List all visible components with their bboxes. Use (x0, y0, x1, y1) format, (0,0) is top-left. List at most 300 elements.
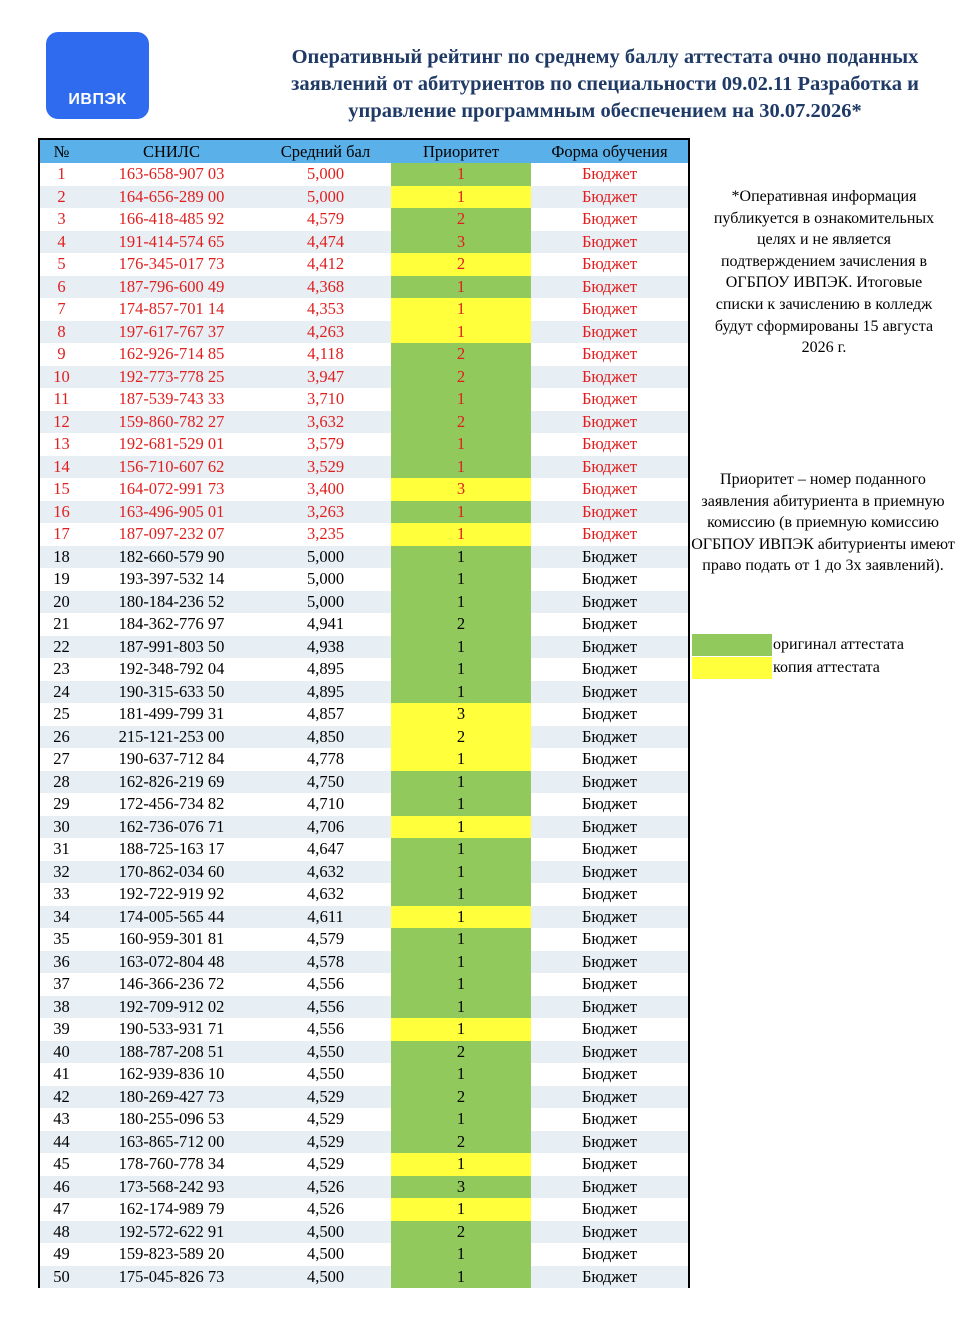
average-score-cell: 4,529 (306, 1154, 345, 1174)
priority-cell: 2 (391, 208, 531, 231)
average-score-cell: 4,857 (306, 704, 345, 724)
study-form-cell: Бюджет (581, 434, 638, 454)
average-score-cell: 4,578 (306, 951, 345, 971)
priority-cell: 2 (391, 1086, 531, 1109)
study-form-cell: Бюджет (581, 524, 638, 544)
table-row (40, 478, 688, 501)
row-number: 48 (53, 1221, 70, 1241)
table-row (40, 1243, 688, 1266)
table-row (40, 298, 688, 321)
snils-cell: 184-362-776 97 (118, 614, 225, 634)
study-form-cell: Бюджет (581, 546, 638, 566)
table-row (40, 343, 688, 366)
snils-cell: 187-097-232 07 (118, 524, 225, 544)
row-number: 46 (53, 1176, 70, 1196)
table-row (40, 501, 688, 524)
average-score-cell: 4,526 (306, 1176, 345, 1196)
average-score-cell: 3,529 (306, 456, 345, 476)
average-score-cell: 4,353 (306, 299, 345, 319)
average-score-cell: 3,579 (306, 434, 345, 454)
priority-cell: 3 (391, 478, 531, 501)
snils-cell: 172-456-734 82 (118, 794, 225, 814)
row-number: 8 (57, 321, 66, 341)
header-study-form: Форма обучения (551, 141, 668, 161)
table-row (40, 748, 688, 771)
snils-cell: 182-660-579 90 (118, 546, 225, 566)
table-row (40, 636, 688, 659)
average-score-cell: 4,611 (307, 906, 344, 926)
snils-cell: 162-939-836 10 (118, 1064, 225, 1084)
average-score-cell: 4,850 (306, 726, 345, 746)
priority-cell: 1 (391, 388, 531, 411)
row-number: 38 (53, 996, 70, 1016)
average-score-cell: 3,710 (306, 389, 345, 409)
table-row (40, 996, 688, 1019)
study-form-cell: Бюджет (581, 366, 638, 386)
table-row (40, 1041, 688, 1064)
study-form-cell: Бюджет (581, 1266, 638, 1286)
snils-cell: 187-539-743 33 (118, 389, 225, 409)
priority-cell: 1 (391, 1018, 531, 1041)
priority-cell: 2 (391, 411, 531, 434)
table-body (40, 163, 688, 1288)
study-form-cell: Бюджет (581, 726, 638, 746)
study-form-cell: Бюджет (581, 974, 638, 994)
average-score-cell: 4,710 (306, 794, 345, 814)
table-row (40, 883, 688, 906)
snils-cell: 174-857-701 14 (118, 299, 225, 319)
row-number: 29 (53, 794, 70, 814)
table-header (40, 140, 688, 163)
average-score-cell: 4,500 (306, 1221, 345, 1241)
average-score-cell: 4,579 (306, 209, 345, 229)
priority-cell: 1 (391, 951, 531, 974)
row-number: 6 (57, 276, 66, 296)
table-row (40, 928, 688, 951)
header-priority: Приоритет (422, 141, 500, 161)
average-score-cell: 4,579 (306, 929, 345, 949)
study-form-cell: Бюджет (581, 659, 638, 679)
table-row (40, 793, 688, 816)
priority-cell: 1 (391, 996, 531, 1019)
priority-cell: 1 (391, 771, 531, 794)
priority-cell: 1 (391, 523, 531, 546)
average-score-cell: 4,263 (306, 321, 345, 341)
row-number: 49 (53, 1244, 70, 1264)
snils-cell: 162-926-714 85 (118, 344, 225, 364)
priority-cell: 1 (391, 636, 531, 659)
average-score-cell: 3,400 (306, 479, 345, 499)
snils-cell: 163-072-804 48 (118, 951, 225, 971)
priority-cell: 1 (391, 816, 531, 839)
snils-cell: 162-826-219 69 (118, 771, 225, 791)
row-number: 31 (53, 839, 70, 859)
legend-swatch-original (692, 634, 772, 656)
priority-cell: 1 (391, 658, 531, 681)
average-score-cell: 4,412 (306, 254, 345, 274)
row-number: 14 (53, 456, 70, 476)
average-score-cell: 4,368 (306, 276, 345, 296)
snils-cell: 193-397-532 14 (118, 569, 225, 589)
average-score-cell: 4,778 (306, 749, 345, 769)
study-form-cell: Бюджет (581, 951, 638, 971)
row-number: 47 (53, 1199, 70, 1219)
average-score-cell: 4,529 (306, 1109, 345, 1129)
priority-cell: 2 (391, 726, 531, 749)
snils-cell: 190-315-633 50 (118, 681, 225, 701)
priority-cell: 1 (391, 973, 531, 996)
snils-cell: 192-709-912 02 (118, 996, 225, 1016)
legend-swatch-copy (692, 657, 772, 679)
study-form-cell: Бюджет (581, 479, 638, 499)
average-score-cell: 4,632 (306, 861, 345, 881)
table-row (40, 973, 688, 996)
study-form-cell: Бюджет (581, 254, 638, 274)
table-row (40, 1063, 688, 1086)
row-number: 24 (53, 681, 70, 701)
average-score-cell: 3,263 (306, 501, 345, 521)
study-form-cell: Бюджет (581, 906, 638, 926)
table-row (40, 681, 688, 704)
table-row (40, 771, 688, 794)
table-row (40, 906, 688, 929)
average-score-cell: 4,556 (306, 996, 345, 1016)
row-number: 22 (53, 636, 70, 656)
row-number: 36 (53, 951, 70, 971)
average-score-cell: 4,556 (306, 974, 345, 994)
snils-cell: 166-418-485 92 (118, 209, 225, 229)
priority-cell: 1 (391, 321, 531, 344)
priority-cell: 2 (391, 366, 531, 389)
priority-cell: 1 (391, 793, 531, 816)
study-form-cell: Бюджет (581, 1176, 638, 1196)
snils-cell: 188-787-208 51 (118, 1041, 225, 1061)
snils-cell: 178-760-778 34 (118, 1154, 225, 1174)
table-row (40, 388, 688, 411)
study-form-cell: Бюджет (581, 344, 638, 364)
study-form-cell: Бюджет (581, 929, 638, 949)
priority-cell: 1 (391, 546, 531, 569)
table-row (40, 613, 688, 636)
average-score-cell: 4,895 (306, 681, 345, 701)
row-number: 13 (53, 434, 70, 454)
study-form-cell: Бюджет (581, 1154, 638, 1174)
priority-cell: 1 (391, 433, 531, 456)
header-average-score: Средний бал (280, 141, 371, 161)
study-form-cell: Бюджет (581, 839, 638, 859)
priority-cell: 2 (391, 1221, 531, 1244)
priority-cell: 3 (391, 231, 531, 254)
average-score-cell: 4,556 (306, 1019, 345, 1039)
priority-cell: 1 (391, 1266, 531, 1289)
snils-cell: 187-991-803 50 (118, 636, 225, 656)
row-number: 40 (53, 1041, 70, 1061)
legend-label-original: оригинал аттестата (773, 636, 904, 653)
table-row (40, 1198, 688, 1221)
priority-cell: 1 (391, 186, 531, 209)
snils-cell: 180-269-427 73 (118, 1086, 225, 1106)
row-number: 2 (57, 186, 66, 206)
average-score-cell: 4,500 (306, 1244, 345, 1264)
study-form-cell: Бюджет (581, 186, 638, 206)
row-number: 5 (57, 254, 66, 274)
snils-cell: 190-533-931 71 (118, 1019, 225, 1039)
table-row (40, 1018, 688, 1041)
snils-cell: 192-773-778 25 (118, 366, 225, 386)
snils-cell: 192-681-529 01 (118, 434, 225, 454)
snils-cell: 180-184-236 52 (118, 591, 225, 611)
priority-cell: 1 (391, 456, 531, 479)
snils-cell: 173-568-242 93 (118, 1176, 225, 1196)
average-score-cell: 4,632 (306, 884, 345, 904)
table-row (40, 1108, 688, 1131)
snils-cell: 146-366-236 72 (118, 974, 225, 994)
average-score-cell: 4,550 (306, 1064, 345, 1084)
row-number: 21 (53, 614, 70, 634)
row-number: 45 (53, 1154, 70, 1174)
snils-cell: 190-637-712 84 (118, 749, 225, 769)
priority-cell: 1 (391, 748, 531, 771)
priority-cell: 1 (391, 681, 531, 704)
study-form-cell: Бюджет (581, 231, 638, 251)
average-score-cell: 4,526 (306, 1199, 345, 1219)
priority-cell: 1 (391, 1063, 531, 1086)
priority-cell: 1 (391, 838, 531, 861)
study-form-cell: Бюджет (581, 771, 638, 791)
snils-cell: 192-572-622 91 (118, 1221, 225, 1241)
row-number: 25 (53, 704, 70, 724)
average-score-cell: 4,647 (306, 839, 345, 859)
table-row (40, 321, 688, 344)
priority-cell: 2 (391, 343, 531, 366)
average-score-cell: 5,000 (306, 164, 345, 184)
row-number: 10 (53, 366, 70, 386)
table-row (40, 838, 688, 861)
average-score-cell: 3,235 (306, 524, 345, 544)
average-score-cell: 5,000 (306, 186, 345, 206)
study-form-cell: Бюджет (581, 816, 638, 836)
priority-cell: 3 (391, 1176, 531, 1199)
average-score-cell: 4,118 (307, 344, 344, 364)
header-snils: СНИЛС (142, 141, 201, 161)
snils-cell: 163-865-712 00 (118, 1131, 225, 1151)
table-row (40, 1266, 688, 1289)
table-row (40, 411, 688, 434)
table-row (40, 703, 688, 726)
priority-cell: 1 (391, 1153, 531, 1176)
snils-cell: 188-725-163 17 (118, 839, 225, 859)
study-form-cell: Бюджет (581, 1064, 638, 1084)
row-number: 33 (53, 884, 70, 904)
study-form-cell: Бюджет (581, 456, 638, 476)
header-number: № (53, 141, 70, 161)
priority-cell: 2 (391, 1131, 531, 1154)
snils-cell: 164-656-289 00 (118, 186, 225, 206)
study-form-cell: Бюджет (581, 389, 638, 409)
study-form-cell: Бюджет (581, 1019, 638, 1039)
average-score-cell: 4,474 (306, 231, 345, 251)
snils-cell: 191-414-574 65 (118, 231, 225, 251)
average-score-cell: 4,500 (306, 1266, 345, 1286)
priority-cell: 1 (391, 1198, 531, 1221)
snils-cell: 192-722-919 92 (118, 884, 225, 904)
study-form-cell: Бюджет (581, 299, 638, 319)
study-form-cell: Бюджет (581, 276, 638, 296)
table-row (40, 951, 688, 974)
priority-cell: 2 (391, 1041, 531, 1064)
study-form-cell: Бюджет (581, 704, 638, 724)
row-number: 28 (53, 771, 70, 791)
table-row (40, 658, 688, 681)
logo-text: ИВПЭК (68, 91, 127, 108)
snils-cell: 174-005-565 44 (118, 906, 225, 926)
priority-cell: 2 (391, 253, 531, 276)
info-note: *Оперативная информация публикуется в ознакомительных целях и не является подтверждением зачисления в ОГБПОУ ИВПЭК. Итоговые списки к зачислению в колледж будут сформированы 15 августа 2026 г. (713, 188, 935, 357)
row-number: 15 (53, 479, 70, 499)
priority-cell: 1 (391, 1243, 531, 1266)
row-number: 32 (53, 861, 70, 881)
table-row (40, 816, 688, 839)
table-row (40, 1221, 688, 1244)
study-form-cell: Бюджет (581, 411, 638, 431)
snils-cell: 170-862-034 60 (118, 861, 225, 881)
priority-cell: 1 (391, 276, 531, 299)
study-form-cell: Бюджет (581, 501, 638, 521)
priority-cell: 1 (391, 591, 531, 614)
average-score-cell: 3,947 (306, 366, 345, 386)
row-number: 50 (53, 1266, 70, 1286)
study-form-cell: Бюджет (581, 749, 638, 769)
row-number: 35 (53, 929, 70, 949)
row-number: 18 (53, 546, 70, 566)
table-row (40, 1153, 688, 1176)
average-score-cell: 5,000 (306, 591, 345, 611)
table-row (40, 276, 688, 299)
study-form-cell: Бюджет (581, 614, 638, 634)
average-score-cell: 5,000 (306, 546, 345, 566)
average-score-cell: 4,750 (306, 771, 345, 791)
snils-cell: 215-121-253 00 (118, 726, 225, 746)
legend-label-copy: копия аттестата (773, 659, 880, 676)
priority-cell: 1 (391, 298, 531, 321)
snils-cell: 159-860-782 27 (118, 411, 225, 431)
average-score-cell: 4,529 (306, 1086, 345, 1106)
study-form-cell: Бюджет (581, 1221, 638, 1241)
snils-cell: 187-796-600 49 (118, 276, 225, 296)
table-row (40, 591, 688, 614)
table-row (40, 163, 688, 186)
row-number: 20 (53, 591, 70, 611)
study-form-cell: Бюджет (581, 591, 638, 611)
snils-cell: 162-174-989 79 (118, 1199, 225, 1219)
priority-cell: 1 (391, 501, 531, 524)
snils-cell: 163-658-907 03 (118, 164, 225, 184)
average-score-cell: 4,706 (306, 816, 345, 836)
table-row (40, 186, 688, 209)
table-row (40, 1086, 688, 1109)
row-number: 43 (53, 1109, 70, 1129)
snils-cell: 159-823-589 20 (118, 1244, 225, 1264)
priority-cell: 1 (391, 568, 531, 591)
study-form-cell: Бюджет (581, 1199, 638, 1219)
priority-cell: 1 (391, 906, 531, 929)
study-form-cell: Бюджет (581, 164, 638, 184)
priority-cell: 1 (391, 1108, 531, 1131)
page-title: Оперативный рейтинг по среднему баллу аттестата очно поданных заявлений от абитуриентов по специальности 09.02.11 Разработка и управление программным обеспечением на 30.07.2026* (291, 46, 919, 122)
average-score-cell: 4,529 (306, 1131, 345, 1151)
study-form-cell: Бюджет (581, 1131, 638, 1151)
table-row (40, 208, 688, 231)
row-number: 41 (53, 1064, 70, 1084)
study-form-cell: Бюджет (581, 1109, 638, 1129)
row-number: 42 (53, 1086, 70, 1106)
study-form-cell: Бюджет (581, 1086, 638, 1106)
snils-cell: 181-499-799 31 (118, 704, 225, 724)
snils-cell: 156-710-607 62 (118, 456, 225, 476)
snils-cell: 197-617-767 37 (118, 321, 225, 341)
row-number: 17 (53, 524, 70, 544)
average-score-cell: 4,895 (306, 659, 345, 679)
study-form-cell: Бюджет (581, 681, 638, 701)
row-number: 39 (53, 1019, 70, 1039)
study-form-cell: Бюджет (581, 794, 638, 814)
study-form-cell: Бюджет (581, 1041, 638, 1061)
table-row (40, 456, 688, 479)
average-score-cell: 3,632 (306, 411, 345, 431)
snils-cell: 192-348-792 04 (118, 659, 225, 679)
college-logo (46, 32, 149, 119)
table-row (40, 726, 688, 749)
table-row (40, 253, 688, 276)
priority-cell: 1 (391, 883, 531, 906)
snils-cell: 175-045-826 73 (118, 1266, 225, 1286)
snils-cell: 164-072-991 73 (118, 479, 225, 499)
table-row (40, 546, 688, 569)
table-row (40, 231, 688, 254)
row-number: 30 (53, 816, 70, 836)
average-score-cell: 4,941 (306, 614, 345, 634)
snils-cell: 163-496-905 01 (118, 501, 225, 521)
priority-cell: 1 (391, 861, 531, 884)
table-row (40, 861, 688, 884)
table-row (40, 1131, 688, 1154)
row-number: 19 (53, 569, 70, 589)
row-number: 16 (53, 501, 70, 521)
row-number: 4 (57, 231, 66, 251)
row-number: 27 (53, 749, 70, 769)
study-form-cell: Бюджет (581, 209, 638, 229)
row-number: 34 (53, 906, 70, 926)
average-score-cell: 4,938 (306, 636, 345, 656)
row-number: 26 (53, 726, 70, 746)
snils-cell: 176-345-017 73 (118, 254, 225, 274)
priority-note: Приоритет – номер поданного заявления абитуриента в приемную комиссию (в приемную комиссию ОГБПОУ ИВПЭК абитуриенты имеют право подать от 1 до 3х заявлений). (691, 471, 955, 575)
study-form-cell: Бюджет (581, 321, 638, 341)
row-number: 12 (53, 411, 70, 431)
study-form-cell: Бюджет (581, 1244, 638, 1264)
row-number: 1 (57, 164, 66, 184)
priority-cell: 2 (391, 613, 531, 636)
average-score-cell: 5,000 (306, 569, 345, 589)
study-form-cell: Бюджет (581, 569, 638, 589)
snils-cell: 180-255-096 53 (118, 1109, 225, 1129)
row-number: 37 (53, 974, 70, 994)
study-form-cell: Бюджет (581, 636, 638, 656)
rating-table (38, 138, 690, 1288)
priority-cell: 3 (391, 703, 531, 726)
snils-cell: 162-736-076 71 (118, 816, 225, 836)
row-number: 23 (53, 659, 70, 679)
